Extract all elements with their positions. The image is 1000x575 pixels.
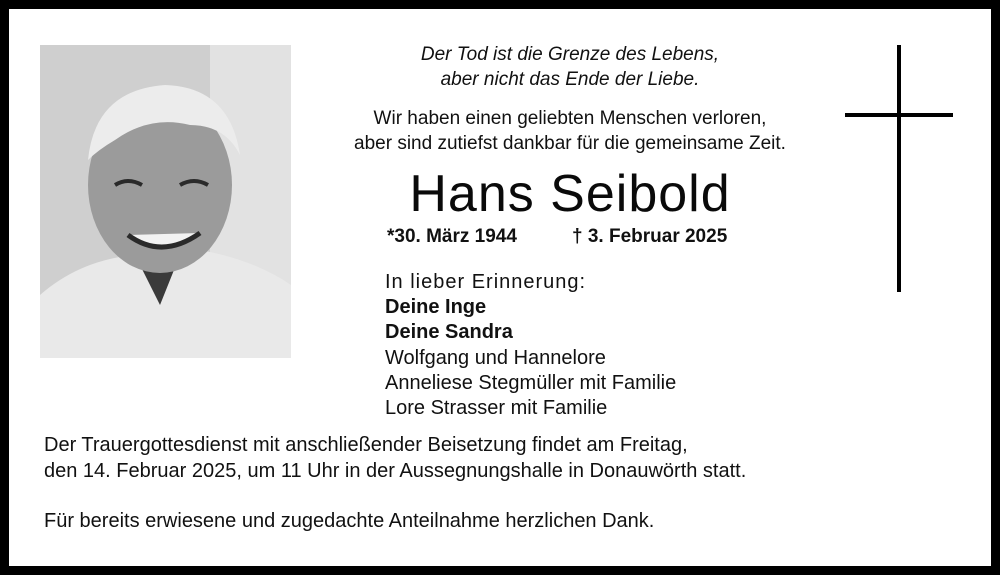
thanks-line: Für bereits erwiesene und zugedachte Anteilnahme herzlichen Dank. (44, 510, 655, 532)
birth-date: *30. März 1944 (387, 226, 517, 247)
quote-line-2: aber nicht das Ende der Liebe. (440, 69, 700, 90)
death-date: † 3. Februar 2025 (572, 226, 728, 247)
deceased-name: Hans Seibold (409, 165, 731, 223)
mourner-bold-1: Deine Inge (385, 296, 487, 318)
cross-vertical-bar (897, 45, 901, 292)
portrait-photo (40, 45, 291, 358)
mourner-2: Anneliese Stegmüller mit Familie (385, 372, 677, 394)
mourners-heading: In lieber Erinnerung: (385, 271, 587, 293)
intro-line-1: Wir haben einen geliebten Menschen verloren, (373, 108, 767, 129)
mourner-1: Wolfgang und Hannelore (385, 347, 606, 369)
mourner-3: Lore Strasser mit Familie (385, 397, 608, 419)
cross-horizontal-bar (845, 113, 953, 117)
quote-line-1: Der Tod ist die Grenze des Lebens, (420, 44, 720, 65)
intro-line-2: aber sind zutiefst dankbar für die gemeinsame Zeit. (354, 133, 786, 154)
mourner-bold-2: Deine Sandra (385, 321, 513, 343)
portrait-illustration (40, 45, 291, 358)
service-line-1: Der Trauergottesdienst mit anschließender Beisetzung findet am Freitag, (44, 434, 688, 456)
service-line-2: den 14. Februar 2025, um 11 Uhr in der Aussegnungshalle in Donauwörth statt. (44, 460, 747, 482)
